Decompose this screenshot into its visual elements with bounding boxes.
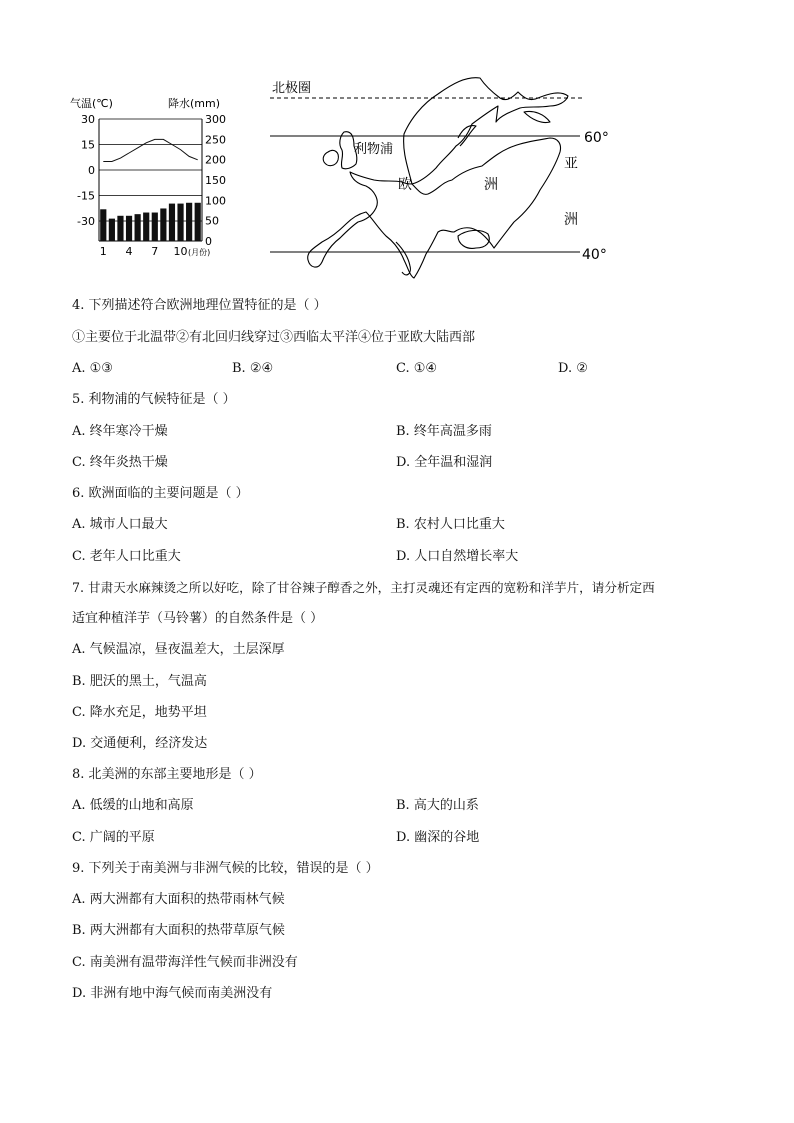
precip-bar [195, 203, 201, 241]
precipitation-bars [100, 203, 201, 241]
precip-tick-labels [205, 113, 226, 248]
temp-tick-label: 15 [81, 138, 95, 152]
q7-option-b[interactable]: B. 肥沃的黑土，气温高 [72, 674, 207, 689]
precip-tick-label: 0 [205, 235, 212, 248]
city-label-liverpool: 利物浦 [354, 142, 394, 157]
precip-bar [126, 216, 132, 241]
precip-bar [152, 213, 158, 241]
temperature-curve [103, 139, 197, 161]
q7-option-c[interactable]: C. 降水充足，地势平坦 [72, 705, 207, 720]
question-7: 7. 甘肃天水麻辣烫之所以好吃，除了甘谷辣子醇香之外，主打灵魂还有定西的宽粉和洋芋片，请分析定西 [72, 580, 655, 595]
precip-bar [160, 208, 166, 241]
question-5: 5. 利物浦的气候特征是（ ） [72, 392, 236, 407]
precip-tick-label: 100 [205, 194, 226, 208]
question-8: 8. 北美洲的东部主要地形是（ ） [72, 767, 262, 782]
temp-tick-label: 30 [81, 113, 95, 126]
temp-tick-label: 0 [88, 164, 95, 177]
q9-option-b[interactable]: B. 两大洲都有大面积的热带草原气候 [72, 923, 285, 938]
lat-40-label: 40° [582, 247, 607, 263]
month-tick-labels [100, 245, 188, 258]
temp-tick-label: -15 [77, 189, 95, 203]
precip-bar [100, 209, 106, 241]
precip-tick-label: 200 [205, 153, 226, 167]
q5-option-d[interactable]: D. 全年温和湿润 [396, 455, 493, 470]
q6-option-c[interactable]: C. 老年人口比重大 [72, 549, 181, 564]
q4-option-c[interactable]: C. ①④ [396, 361, 438, 376]
region-label-europe-1: 欧 [398, 177, 412, 193]
q7-option-d[interactable]: D. 交通便利，经济发达 [72, 736, 208, 751]
q9-option-d[interactable]: D. 非洲有地中海气候而南美洲没有 [72, 986, 273, 1001]
q8-option-b[interactable]: B. 高大的山系 [396, 798, 479, 813]
precip-bar [109, 219, 115, 241]
q6-option-b[interactable]: B. 农村人口比重大 [396, 517, 505, 532]
q8-option-c[interactable]: C. 广阔的平原 [72, 830, 155, 845]
q8-option-a[interactable]: A. 低缓的山地和高原 [72, 798, 194, 813]
precip-bar [169, 204, 175, 241]
question-4-statements: ①主要位于北温带②有北回归线穿过③西临太平洋④位于亚欧大陆西部 [72, 330, 476, 345]
month-tick-label: 4 [125, 245, 133, 258]
temp-axis-label: 气温(℃) [70, 97, 113, 110]
precip-tick-label: 300 [205, 113, 226, 126]
precip-axis-label: 降水(mm) [168, 97, 221, 110]
question-9: 9. 下列关于南美洲与非洲气候的比较，错误的是（ ） [72, 861, 379, 876]
q4-option-d[interactable]: D. ② [558, 361, 588, 376]
q5-option-c[interactable]: C. 终年炎热干燥 [72, 455, 168, 470]
region-label-asia-2: 洲 [564, 212, 578, 228]
temp-tick-labels [77, 113, 95, 228]
climate-chart [66, 92, 236, 262]
q9-option-c[interactable]: C. 南美洲有温带海洋性气候而非洲没有 [72, 955, 298, 970]
precip-bar [186, 203, 192, 241]
q4-option-b[interactable]: B. ②④ [232, 361, 274, 376]
arctic-circle-label: 北极圈 [272, 81, 312, 96]
q5-option-a[interactable]: A. 终年寒冷干燥 [72, 424, 168, 439]
q7-option-a[interactable]: A. 气候温凉，昼夜温差大，土层深厚 [72, 642, 285, 657]
precip-tick-label: 150 [205, 174, 226, 187]
q5-option-b[interactable]: B. 终年高温多雨 [396, 424, 492, 439]
q6-option-d[interactable]: D. 人口自然增长率大 [396, 549, 519, 564]
question-6: 6. 欧洲面临的主要问题是（ ） [72, 486, 249, 501]
precip-bar [117, 216, 123, 241]
lat-60-label: 60° [584, 130, 609, 146]
month-tick-label: 7 [151, 245, 159, 258]
precip-bar [177, 204, 183, 241]
precip-bar [135, 214, 141, 241]
question-7-line-2: 适宜种植洋芋（马铃薯）的自然条件是（ ） [72, 611, 324, 626]
q9-option-a[interactable]: A. 两大洲都有大面积的热带雨林气候 [72, 892, 285, 907]
precip-bar [143, 213, 149, 241]
coastline [308, 78, 568, 278]
q4-option-a[interactable]: A. ①③ [72, 361, 113, 376]
month-tick-label: 1 [99, 245, 107, 258]
question-4: 4. 下列描述符合欧洲地理位置特征的是（ ） [72, 298, 327, 313]
month-unit-label: (月份) [188, 248, 211, 257]
q6-option-a[interactable]: A. 城市人口最大 [72, 517, 168, 532]
region-label-europe-2: 洲 [484, 177, 498, 193]
region-label-asia-1: 亚 [564, 156, 578, 172]
month-tick-label: 10 [173, 245, 188, 258]
precip-tick-label: 250 [205, 133, 226, 147]
europe-map [262, 72, 622, 287]
q8-option-d[interactable]: D. 幽深的谷地 [396, 830, 480, 845]
temp-tick-label: -30 [77, 215, 95, 228]
precip-tick-label: 50 [205, 214, 219, 228]
